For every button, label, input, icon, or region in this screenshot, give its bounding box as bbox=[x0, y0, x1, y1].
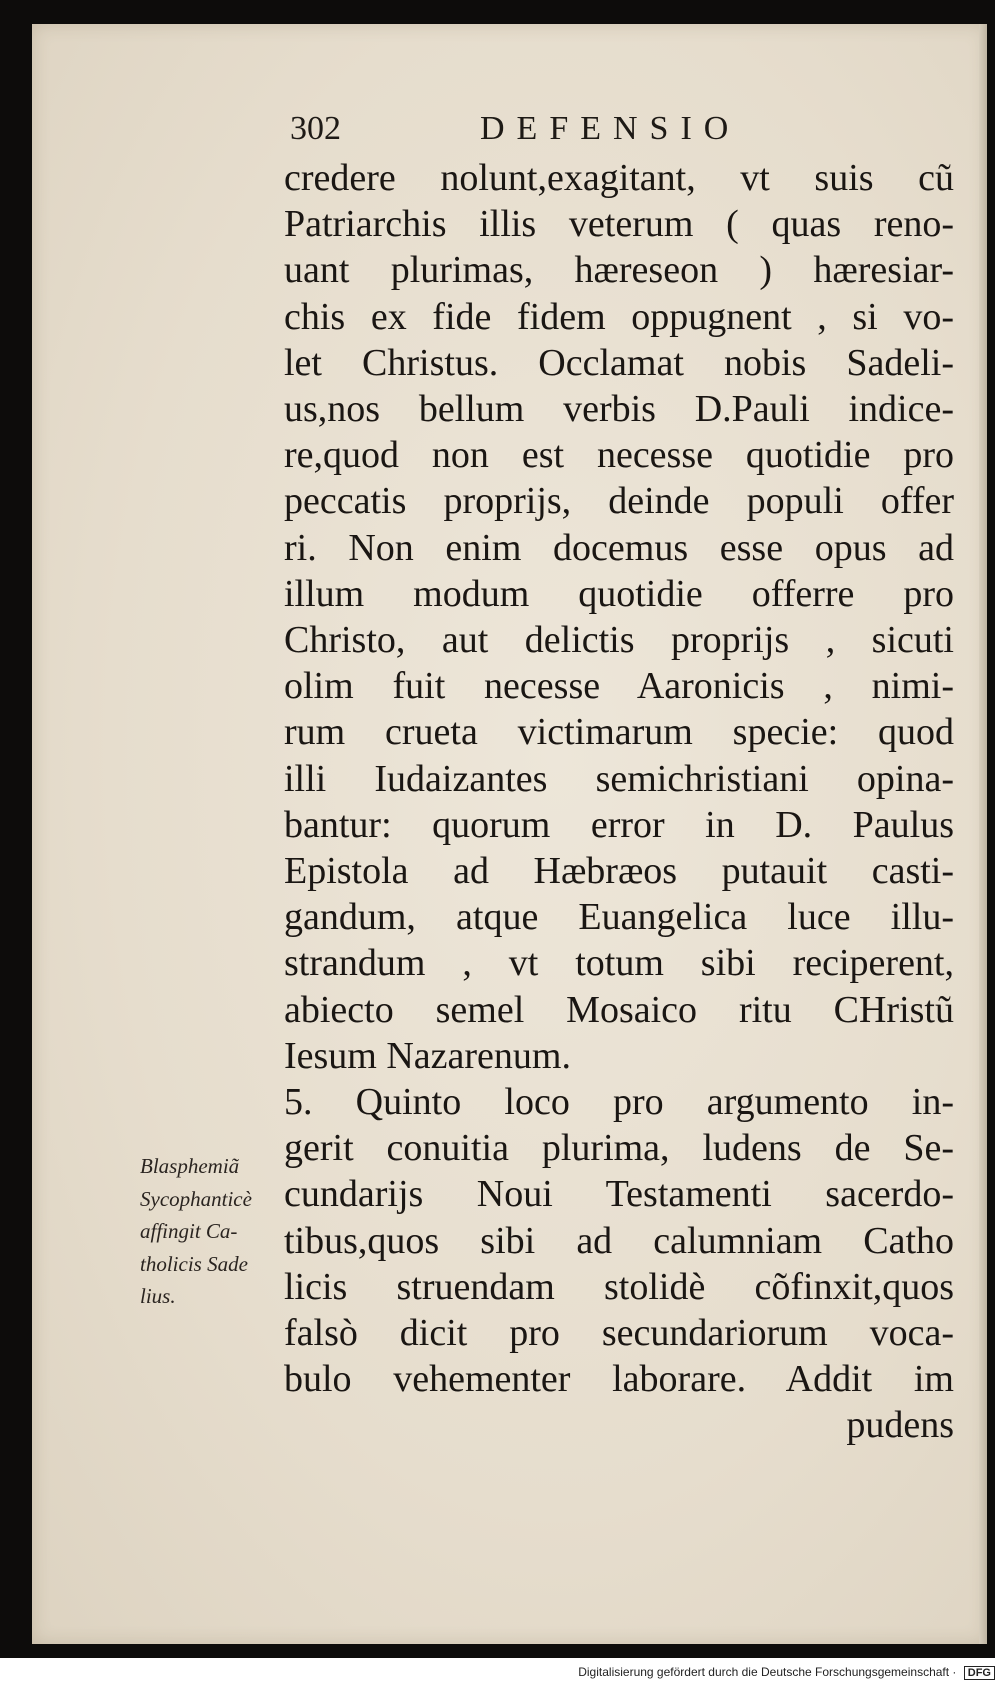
text-line: ri. Non enim docemus esse opus ad bbox=[284, 526, 954, 569]
text-line: uant plurimas, hæreseon ) hæresiar- bbox=[284, 249, 954, 292]
margin-note-line: affingit Ca- bbox=[140, 1219, 238, 1243]
text-line: Christo, aut delictis proprijs , sicuti bbox=[284, 619, 954, 662]
margin-note bbox=[140, 1150, 290, 1313]
text-line: 5. Quinto loco pro argumento in- bbox=[284, 1081, 954, 1124]
margin-note-line: tholicis Sade bbox=[140, 1251, 248, 1276]
running-title: DEFENSIO bbox=[480, 110, 741, 147]
text-line: tibus,quos sibi ad calumniam Catho bbox=[284, 1219, 954, 1262]
text-line: rum crueta victimarum specie: quod bbox=[284, 711, 954, 754]
text-line: credere nolunt,exagitant, vt suis cũ bbox=[284, 157, 954, 199]
text-line: gandum, atque Euangelica luce illu- bbox=[284, 896, 954, 939]
text-line: illi Iudaizantes semichristiani opina- bbox=[284, 757, 954, 800]
digitization-footer bbox=[0, 1665, 995, 1680]
text-line: cundarijs Noui Testamenti sacerdo- bbox=[284, 1173, 954, 1216]
text-line: falsò dicit pro secundariorum voca- bbox=[284, 1312, 954, 1355]
footer-text: Digitalisierung gefördert durch die Deutsche Forschungsgemeinschaft · bbox=[578, 1665, 957, 1679]
text-line: olim fuit necesse Aaronicis , nimi- bbox=[284, 665, 954, 708]
text-line: Patriarchis illis veterum ( quas reno- bbox=[284, 203, 954, 246]
body-text bbox=[284, 155, 954, 1449]
text-line: re,quod non est necesse quotidie pro bbox=[284, 434, 954, 477]
margin-note-line: lius. bbox=[140, 1284, 176, 1308]
dfg-logo: DFG bbox=[964, 1666, 995, 1680]
text-line: illum modum quotidie offerre pro bbox=[284, 572, 954, 615]
page-edge bbox=[979, 24, 987, 1644]
text-line: abiecto semel Mosaico ritu CHristũ bbox=[284, 988, 954, 1031]
text-line: bulo vehementer laborare. Addit im bbox=[284, 1358, 954, 1401]
text-line: us,nos bellum verbis D.Pauli indice- bbox=[284, 388, 954, 431]
text-line: strandum , vt totum sibi reciperent, bbox=[284, 942, 954, 985]
page-number: 302 bbox=[290, 110, 341, 147]
text-line: Iesum Nazarenum. bbox=[284, 1034, 571, 1077]
text-line: gerit conuitia plurima, ludens de Se- bbox=[284, 1127, 954, 1170]
margin-note-line: Blasphemiã bbox=[140, 1154, 240, 1178]
text-line: bantur: quorum error in D. Paulus bbox=[284, 803, 954, 846]
text-line: licis struendam stolidè cõfinxit,quos bbox=[284, 1265, 954, 1308]
text-line: chis ex fide fidem oppugnent , si vo- bbox=[284, 295, 954, 338]
margin-note-line: Sycophanticè bbox=[140, 1186, 252, 1211]
text-line: Epistola ad Hæbræos putauit casti- bbox=[284, 850, 954, 893]
text-line: peccatis proprijs, deinde populi offer bbox=[284, 480, 954, 523]
catchword: pudens bbox=[846, 1404, 954, 1447]
text-line: let Christus. Occlamat nobis Sadeli- bbox=[284, 341, 954, 384]
